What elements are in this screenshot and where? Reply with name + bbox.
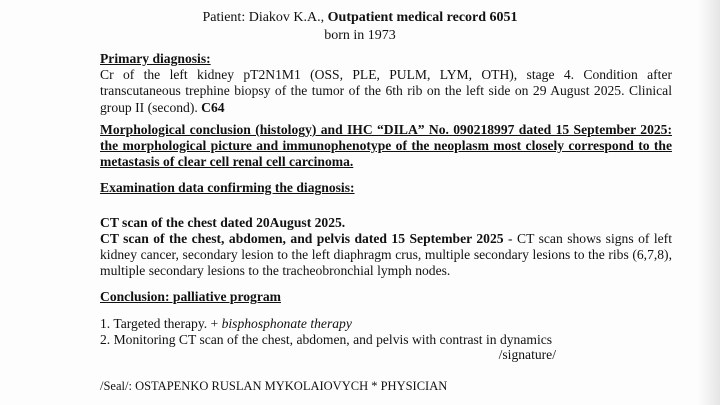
patient-line [0, 9, 720, 27]
document-header [0, 9, 720, 45]
conclusion-item-1-text: 1. Targeted therapy. + [100, 315, 222, 331]
conclusion-title: Conclusion: palliative program [100, 289, 282, 305]
conclusion-list [100, 316, 672, 348]
patient-label: Patient: [202, 10, 246, 25]
ct-scan-chest [100, 215, 672, 231]
ct-scan-full-text: - CT scan shows signs of left kidney cancer, secondary lesion to the left diaphragm crus, multiple secondary lesions to the ribs (6,7,8), multiple secondary lesions to the tracheobronchial lymph nodes. [100, 230, 672, 279]
ct-scan-full [100, 231, 672, 280]
primary-diagnosis-body: Cr of the left kidney pT2N1M1 (OSS, PLE, PULM, LYM, OTH), stage 4. Condition after transcutaneous trephine biopsy of the tumor of the 6th rib on the left side on 29 August 2025. Clinical group II (second). [100, 67, 672, 115]
primary-diagnosis-title: Primary diagnosis: [100, 51, 211, 66]
ct-scan-full-title: CT scan of the chest, abdomen, and pelvis dated 15 September 2025 [100, 230, 504, 246]
signature-mark: /signature/ [498, 347, 556, 363]
document-body [100, 51, 672, 363]
examination-title: Examination data confirming the diagnosis: [100, 180, 355, 196]
patient-name: Diakov K.A., [248, 10, 325, 25]
seal-line: /Seal/: OSTAPENKO RUSLAN MYKOLAIOVYCH * PHYSICIAN [100, 379, 448, 393]
morphological-conclusion: Morphological conclusion (histology) and IHC “DILA” No. 090218997 dated 15 September 2025: the morphological picture and immunophenotype of the neoplasm most closely correspond to the metastasis of clear cell renal cell carcinoma. [100, 121, 672, 170]
record-number: Outpatient medical record 6051 [327, 10, 518, 25]
conclusion-item-1-italic: bisphosphonate therapy [221, 315, 352, 331]
ct-scan-chest-text: CT scan of the chest dated 20August 2025. [100, 214, 346, 230]
conclusion-item-2: 2. Monitoring CT scan of the chest, abdomen, and pelvis with contrast in dynamics [100, 331, 553, 347]
birth-year: born in 1973 [324, 28, 396, 43]
diagnosis-code: C64 [201, 99, 225, 115]
page-edge-shadow [698, 0, 720, 405]
conclusion-item-1 [100, 316, 672, 332]
primary-diagnosis-text [100, 67, 672, 116]
